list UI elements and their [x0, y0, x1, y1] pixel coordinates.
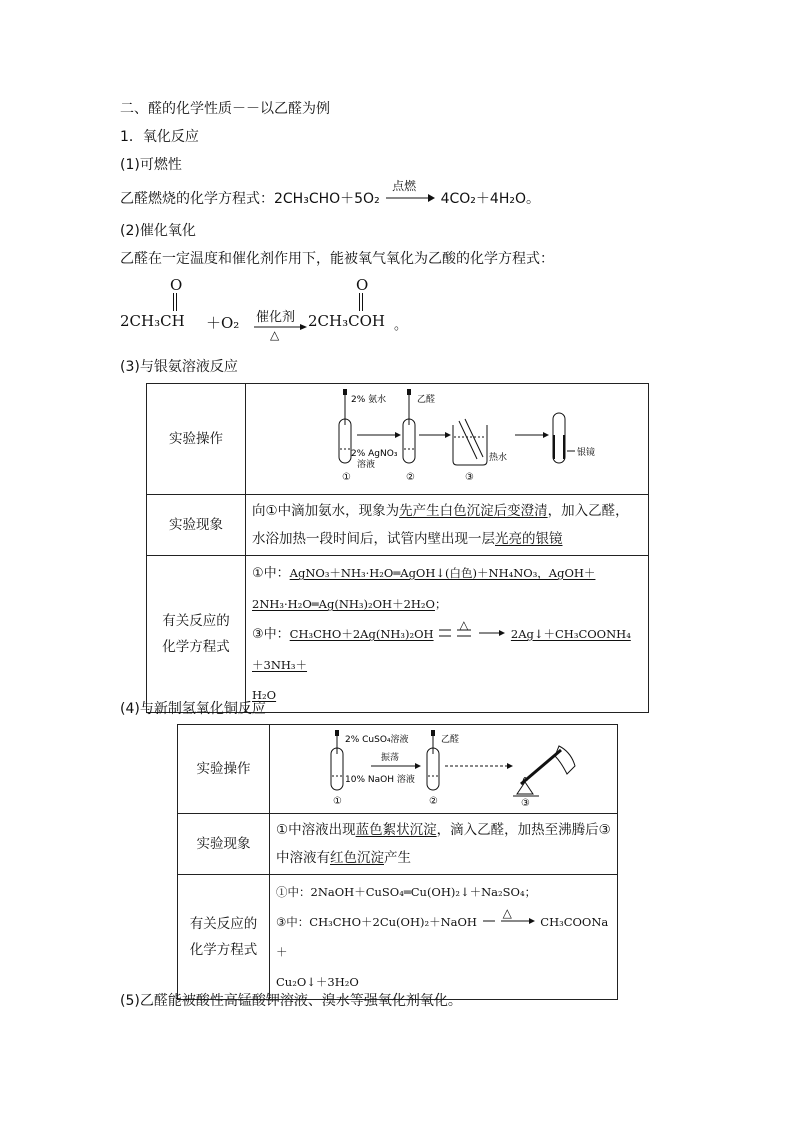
silver-mirror-table: [146, 383, 649, 713]
eq-label: 有关反应的 化学方程式: [147, 556, 246, 713]
step-2-label: ②: [429, 796, 438, 807]
ignite-arrow: [384, 179, 436, 203]
step-2-label: ②: [406, 472, 415, 483]
catalyst-label: 催化剂: [256, 310, 296, 325]
reagent-ammonia-label: 2% 氨水: [351, 395, 387, 405]
hot-water-label: 热水: [489, 453, 508, 463]
step-1-label: ①: [333, 796, 342, 807]
item-copper-hydroxide: (4)与新制氢氧化铜反应: [120, 701, 266, 717]
test-tube-icon: [427, 748, 439, 790]
burner-icon: [517, 782, 533, 794]
step-3-label: ③: [465, 472, 474, 483]
step-1-label: ①: [342, 472, 351, 483]
item-combustibility: (1)可燃性: [120, 157, 182, 173]
copper-equations: ①中：2NaOH＋CuSO₄═Cu(OH)₂↓＋Na₂SO₄； ③中：CH₃CHO＋2Cu(OH)₂＋NaOH △ CH₃COONa＋ Cu₂O↓＋3H₂O: [270, 875, 618, 1000]
arrow-icon: [384, 191, 436, 205]
combustion-equation: [120, 179, 540, 208]
test-tube-icon: [331, 748, 343, 790]
eq-label: 有关反应的 化学方程式: [178, 875, 270, 1000]
carbonyl-oxygen-right: O: [356, 276, 369, 294]
silver-mirror-label: 银镜: [577, 448, 596, 458]
section-title: 二、醛的化学性质－－以乙醛为例: [120, 101, 330, 117]
subsection-oxidation: 1．氧化反应: [120, 129, 199, 145]
silver-mirror-diagram: [247, 385, 647, 489]
copper-hydroxide-table: [177, 724, 618, 1000]
item-catalytic-oxidation: (2)催化氧化: [120, 223, 196, 239]
test-tube-icon: [403, 419, 415, 463]
heat-arrow: △: [481, 912, 537, 926]
ignite-condition: 点燃: [392, 179, 417, 193]
silver-mirror-diagram-cell: [246, 384, 649, 495]
combustion-lhs: 乙醛燃烧的化学方程式：2CH₃CHO＋5O₂: [120, 191, 380, 207]
solution-label: 溶液: [357, 460, 376, 470]
oxygen-reactant: ＋O₂: [206, 314, 240, 332]
silver-equations: ①中：AgNO₃＋NH₃·H₂O═AgOH↓(白色)＋NH₄NO₃，AgOH＋ 2NH₃·H₂O═Ag(NH₃)₂OH＋2H₂O； ③中：CH₃CHO＋2Ag(NH₃)₂OH △ 2Ag↓＋CH₃COONH₄＋3NH₃＋ H₂O: [246, 556, 649, 713]
phen-label: 实验现象: [178, 814, 270, 875]
heat-arrow: △: [437, 624, 507, 638]
step-3-label: ③: [521, 798, 530, 808]
item-strong-oxidizers: (5)乙醛能被酸性高锰酸钾溶液、溴水等强氧化剂氧化。: [120, 993, 462, 1009]
silver-nitrate-label: 2% AgNO₃: [351, 449, 398, 459]
op-label: 实验操作: [147, 384, 246, 495]
copper-diagram-cell: [270, 725, 618, 814]
naoh-label: 10% NaOH 溶液: [345, 775, 415, 785]
arrow-icon: [252, 322, 308, 332]
catalytic-equation: O 2CH₃CH ＋O₂ 催化剂 △ O 2CH₃COH 。: [120, 276, 408, 342]
item-silver-ammonia: (3)与银氨溶液反应: [120, 359, 238, 375]
arrow-icon: [481, 914, 537, 928]
copper-sulfate-label: 2% CuSO₄溶液: [345, 735, 409, 745]
acetic-acid-formula: 2CH₃COH: [308, 312, 385, 330]
phen-label: 实验现象: [147, 495, 246, 556]
copper-phenomenon: ①中溶液出现蓝色絮状沉淀，滴入乙醛，加热至沸腾后③ 中溶液有红色沉淀产生: [270, 814, 618, 875]
acetaldehyde-label: 乙醛: [441, 735, 460, 745]
carbonyl-oxygen-left: O: [170, 276, 183, 294]
copper-hydroxide-diagram: [271, 726, 616, 808]
shake-label: 振荡: [381, 753, 400, 763]
acetaldehyde-formula: 2CH₃CH: [120, 312, 185, 330]
arrow-icon: [437, 626, 507, 640]
combustion-rhs: 4CO₂＋4H₂O。: [440, 191, 540, 207]
reagent-acetaldehyde-label: 乙醛: [417, 395, 436, 405]
silver-phenomenon: 向①中滴加氨水，现象为先产生白色沉淀后变澄清，加入乙醛， 水浴加热一段时间后，试管内壁出现一层光亮的银镜: [246, 495, 649, 556]
catalytic-oxidation-text: 乙醛在一定温度和催化剂作用下，能被氧气氧化为乙酸的化学方程式：: [120, 251, 554, 267]
test-tube-icon: [339, 419, 351, 463]
heat-symbol: △: [270, 328, 280, 342]
op-label: 实验操作: [178, 725, 270, 814]
